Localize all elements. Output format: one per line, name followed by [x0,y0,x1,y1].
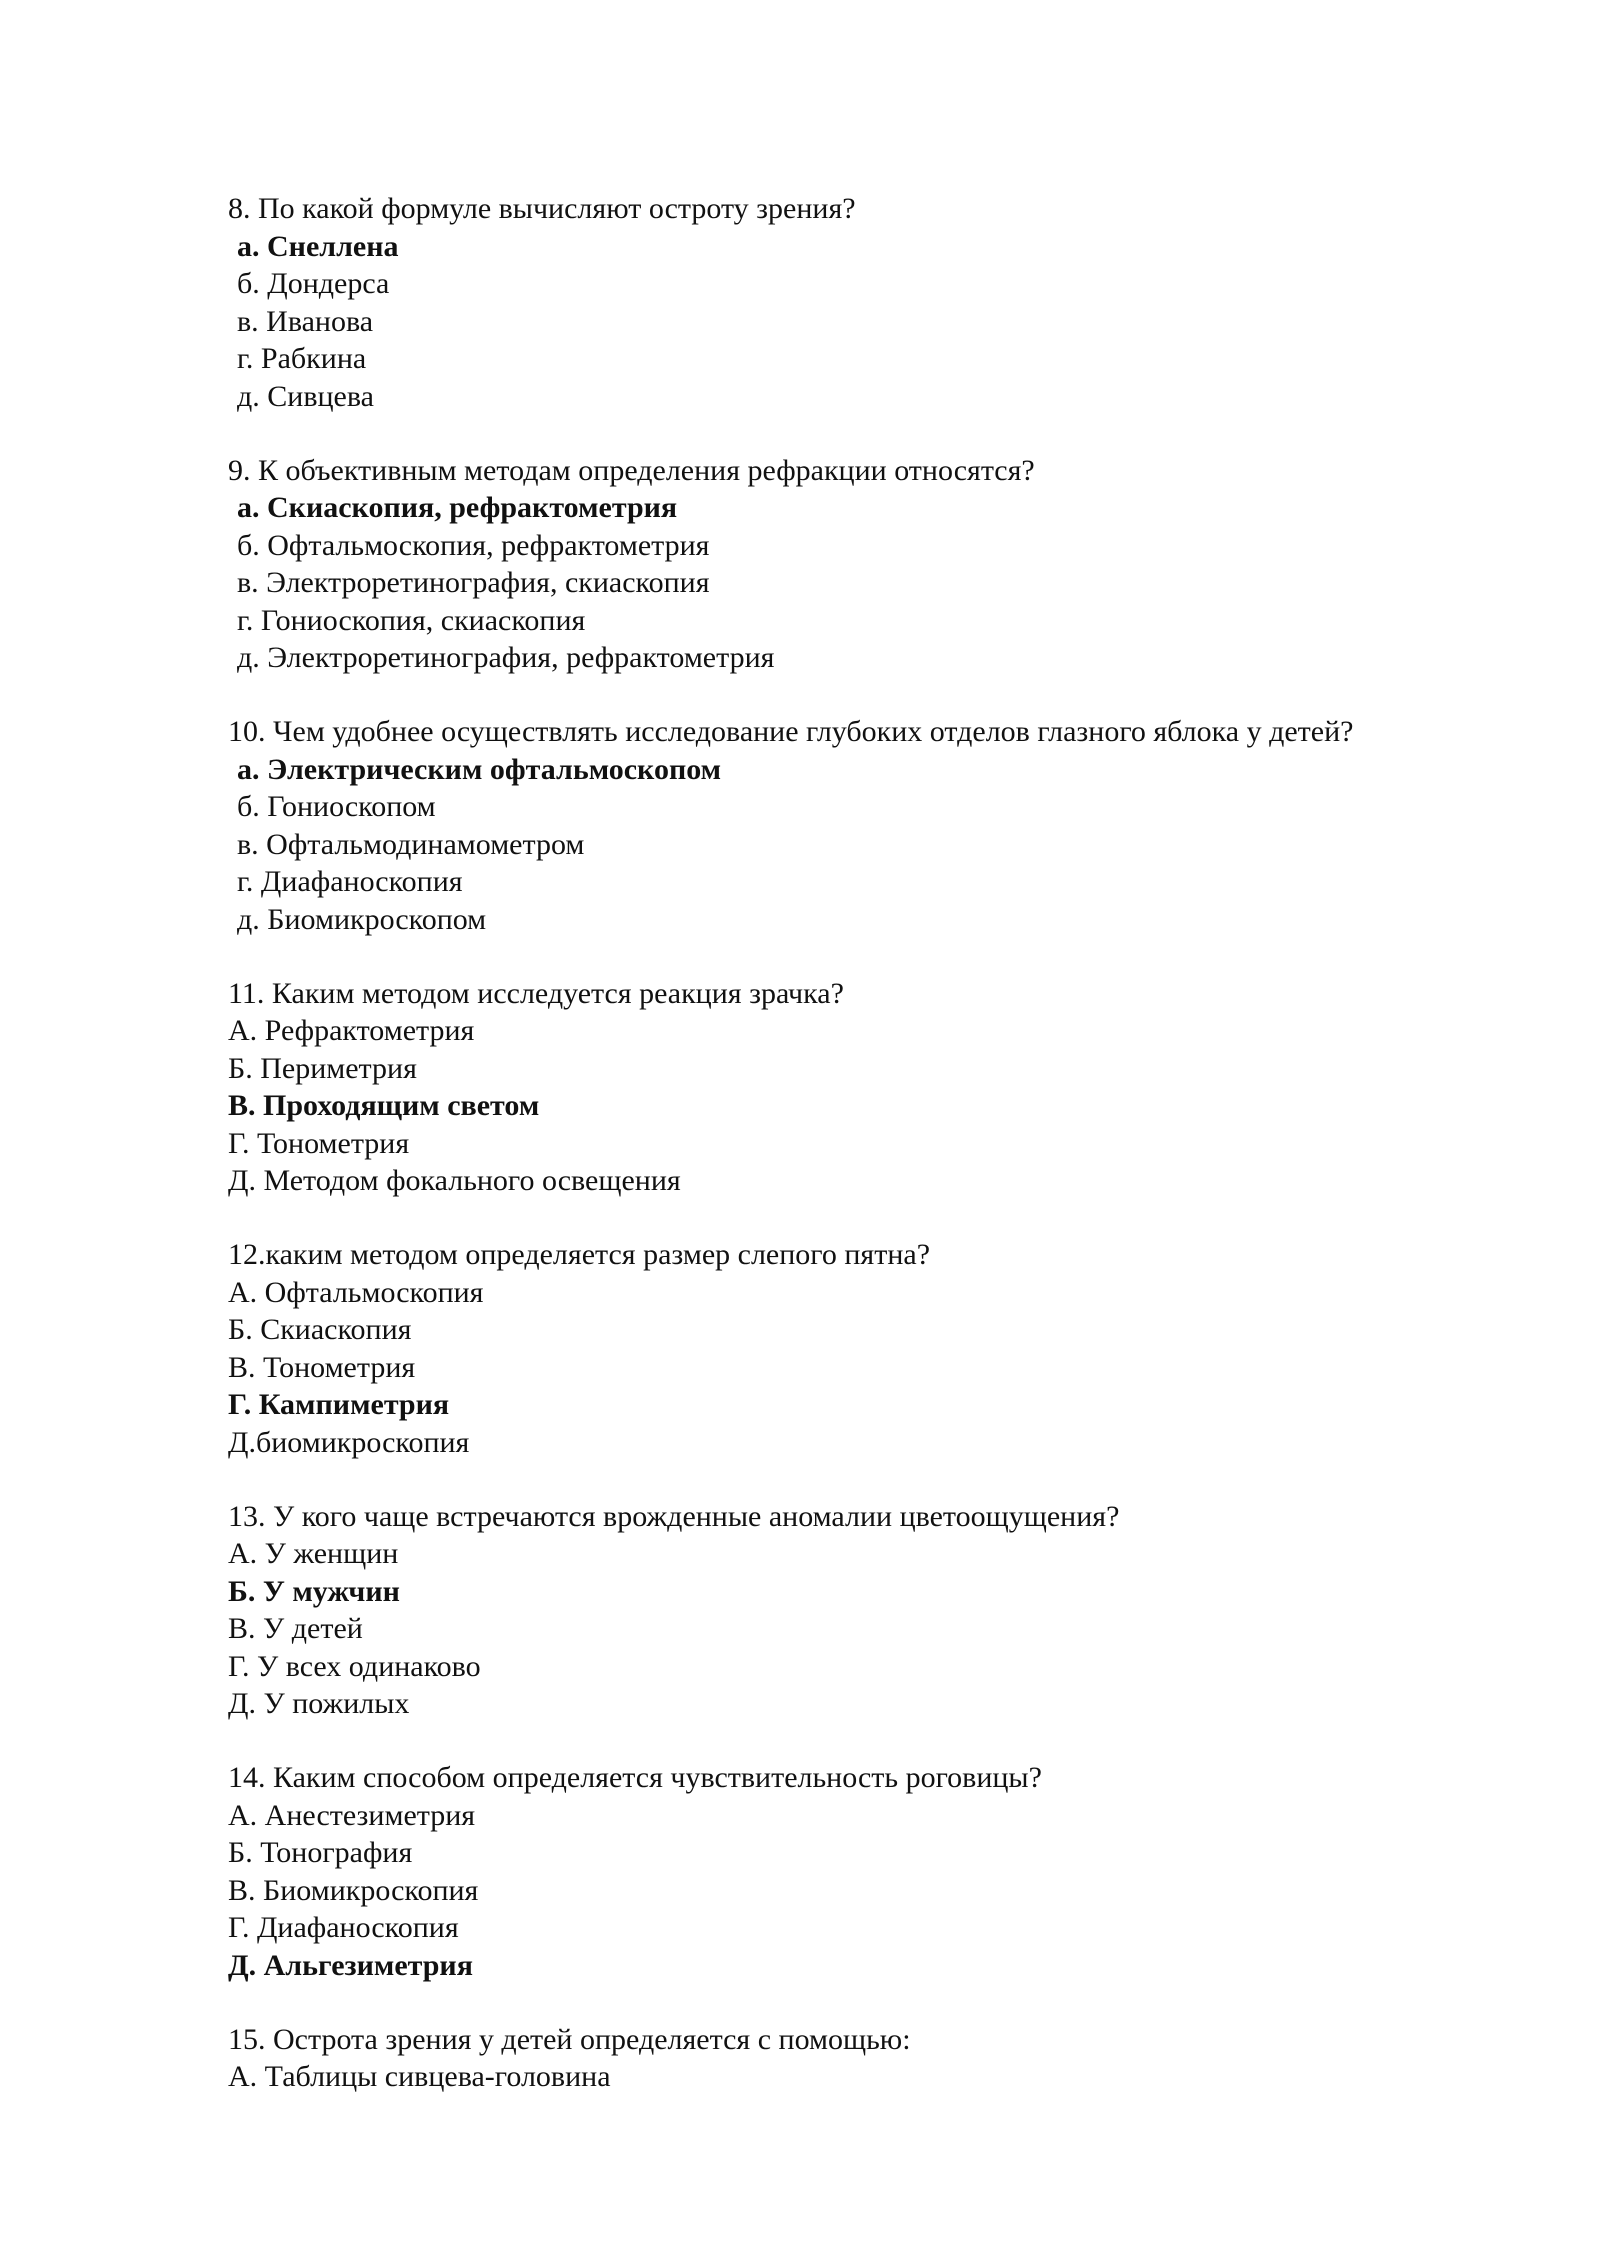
answer-option-correct: Д. Альгезиметрия [228,1948,473,1982]
answer-option: д. Электроретинография, рефрактометрия [237,641,775,674]
answer-option: д. Биомикроскопом [237,902,487,936]
answer-option: В. Тонометрия [228,1350,416,1384]
answer-option-correct: а. Электрическим офтальмоскопом [237,752,722,786]
answer-option: Г. У всех одинаково [228,1649,481,1683]
answer-option: Б. Периметрия [228,1051,417,1085]
answer-option: б. Дондерса [237,267,390,300]
answer-option: в. Офтальмодинамометром [237,827,585,861]
question-list [228,190,1528,2132]
answer-option: В. Биомикроскопия [228,1873,479,1907]
question-block [228,1498,1528,1723]
answer-option-correct: Г. Кампиметрия [228,1388,450,1421]
answer-option: г. Гониоскопия, скиаскопия [237,603,586,637]
answer-option: д. Сивцева [237,379,374,413]
question-text: 14. Каким способом определяется чувствительность роговицы? [228,1761,1042,1794]
answer-option: А. Офтальмоскопия [228,1275,484,1309]
answer-option: б. Офтальмоскопия, рефрактометрия [237,528,710,562]
answer-option: в. Электроретинография, скиаскопия [237,566,710,599]
question-text: 10. Чем удобнее осуществлять исследование глубоких отделов глазного яблока у детей? [228,715,1354,748]
answer-option: А. Таблицы сивцева-головина [228,2060,611,2093]
question-block [228,713,1528,938]
question-text: 9. К объективным методам определения рефракции относятся? [228,453,1035,487]
answer-option: Д.биомикроскопия [228,1425,470,1459]
answer-option-correct: а. Снеллена [237,229,399,263]
answer-option: Д. Методом фокального освещения [228,1164,681,1197]
answer-option: А. У женщин [228,1537,399,1570]
answer-option: Б. Скиаскопия [228,1313,412,1346]
answer-option: Б. Тонография [228,1836,413,1869]
answer-option-correct: В. Проходящим светом [228,1089,540,1122]
question-text: 15. Острота зрения у детей определяется с помощью: [228,2022,911,2056]
answer-option: Г. Тонометрия [228,1126,410,1160]
question-text: 8. По какой формуле вычисляют остроту зрения? [228,192,856,225]
answer-option: В. У детей [228,1612,363,1645]
question-block [228,975,1528,1200]
question-block [228,1759,1528,1984]
answer-option: Д. У пожилых [228,1687,410,1720]
question-text: 11. Каким методом исследуется реакция зрачка? [228,976,844,1010]
question-block [228,452,1528,677]
answer-option: г. Диафаноскопия [237,865,463,898]
question-block [228,1236,1528,1461]
answer-option-correct: а. Скиаскопия, рефрактометрия [237,491,678,524]
answer-option: А. Анестезиметрия [228,1798,476,1832]
answer-option: г. Рабкина [237,342,367,375]
question-block [228,2021,1528,2096]
question-text: 13. У кого чаще встречаются врожденные аномалии цветоощущения? [228,1499,1120,1533]
answer-option-correct: Б. У мужчин [228,1574,400,1608]
question-block [228,190,1528,415]
answer-option: Г. Диафаноскопия [228,1911,459,1944]
answer-option: А. Рефрактометрия [228,1014,475,1047]
answer-option: в. Иванова [237,304,374,338]
answer-option: б. Гониоскопом [237,790,436,823]
question-text: 12.каким методом определяется размер слепого пятна? [228,1238,931,1271]
